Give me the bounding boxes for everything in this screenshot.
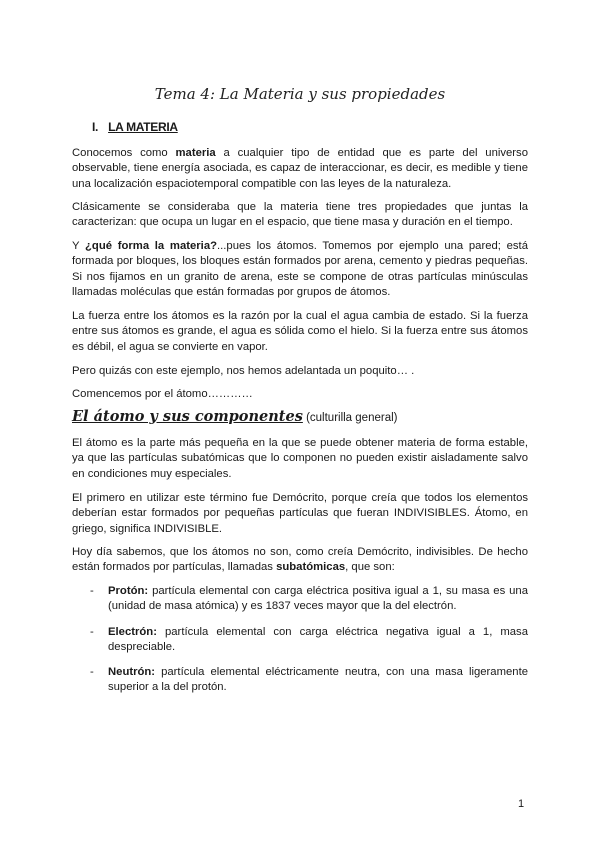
section-number: I. (92, 120, 99, 134)
paragraph-definition (72, 146, 528, 192)
particle-name: Electrón: (108, 626, 157, 638)
particle-description: partícula elemental con carga eléctrica negativa igual a 1, masa despreciable. (108, 626, 528, 654)
particle-description: partícula elemental eléctricamente neutra, con una masa ligeramente superior a la del protón. (108, 666, 528, 694)
paragraph-properties: Clásicamente se consideraba que la materia tiene tres propiedades que juntas la caracterizan: que ocupa un lugar en el espacio, que tiene masa y duración en el tiempo. (72, 201, 528, 229)
text: ...pues los átomos. Tomemos por ejemplo una pared; está formada por bloques, los bloques están formados por arena, cemento y piedras pequeñas. Si nos fijamos en un granito de arena, este se compone de otras partículas minúsculas llamadas moléculas que están formadas por grupos de átomos. (72, 240, 528, 299)
paragraph-start-atom: Comencemos por el átomo………… (72, 388, 253, 400)
bold-term: materia (175, 147, 216, 159)
paragraph-what-forms-matter (72, 239, 528, 301)
list-item-text (108, 625, 528, 656)
list-item-text (108, 584, 528, 615)
subsection-title: El átomo y sus componentes (72, 408, 303, 425)
list-dash: - (90, 666, 94, 678)
particle-description: partícula elemental con carga eléctrica positiva igual a 1, su masa es una (unidad de masa atómica) y es 1837 veces mayor que la del electrón. (108, 585, 528, 613)
particle-name: Protón: (108, 585, 149, 597)
paragraph-subatomic (72, 545, 528, 576)
subsection-heading (72, 408, 397, 425)
particle-name: Neutrón: (108, 666, 156, 678)
subsection-note: (culturilla general) (302, 412, 398, 424)
bold-term: ¿qué forma la materia? (85, 240, 217, 252)
paragraph-democritus: El primero en utilizar este término fue Demócrito, porque creía que todos los elementos deberían estar formados por pequeñas partículas que fueran INDIVISIBLES. Átomo, en griego, significa INDIVISIBLE. (72, 492, 528, 535)
list-item (90, 665, 528, 696)
paragraph-example: Pero quizás con este ejemplo, nos hemos adelantada un poquito… . (72, 365, 415, 377)
text: Hoy día sabemos, que los átomos no son, como creía Demócrito, indivisibles. De hecho están formados por partículas, llamadas (72, 546, 528, 574)
text: a cualquier tipo de entidad que es parte del universo observable, tiene energía asociada, es capaz de interaccionar, es decir, es medible y tiene una localización espaciotemporal compatible con las leyes de la naturaleza. (72, 147, 528, 190)
paragraph-atom-definition: El átomo es la parte más pequeña en la que se puede obtener materia de forma estable, ya que las partículas subatómicas que lo componen no pueden existir aisladamente salvo en condiciones muy especiales. (72, 437, 528, 480)
text: , que son: (345, 561, 395, 574)
text: Conocemos como (72, 147, 176, 159)
section-heading (92, 120, 178, 134)
paragraph-atomic-force: La fuerza entre los átomos es la razón por la cual el agua cambia de estado. Si la fuerza entre sus átomos es grande, el agua es sólida como el hielo. Si la fuerza entre sus átomos es débil, el agua se convierte en vapor. (72, 310, 528, 353)
list-item (90, 584, 528, 615)
list-item (90, 625, 528, 656)
page-number: 1 (518, 798, 525, 810)
bold-term: subatómicas (276, 561, 346, 574)
list-item-text (108, 665, 528, 696)
list-dash: - (90, 626, 94, 638)
list-dash: - (90, 585, 94, 597)
section-title: LA MATERIA (108, 120, 178, 134)
page-title: Tema 4: La Materia y sus propiedades (154, 85, 446, 103)
text: Y (72, 240, 86, 252)
